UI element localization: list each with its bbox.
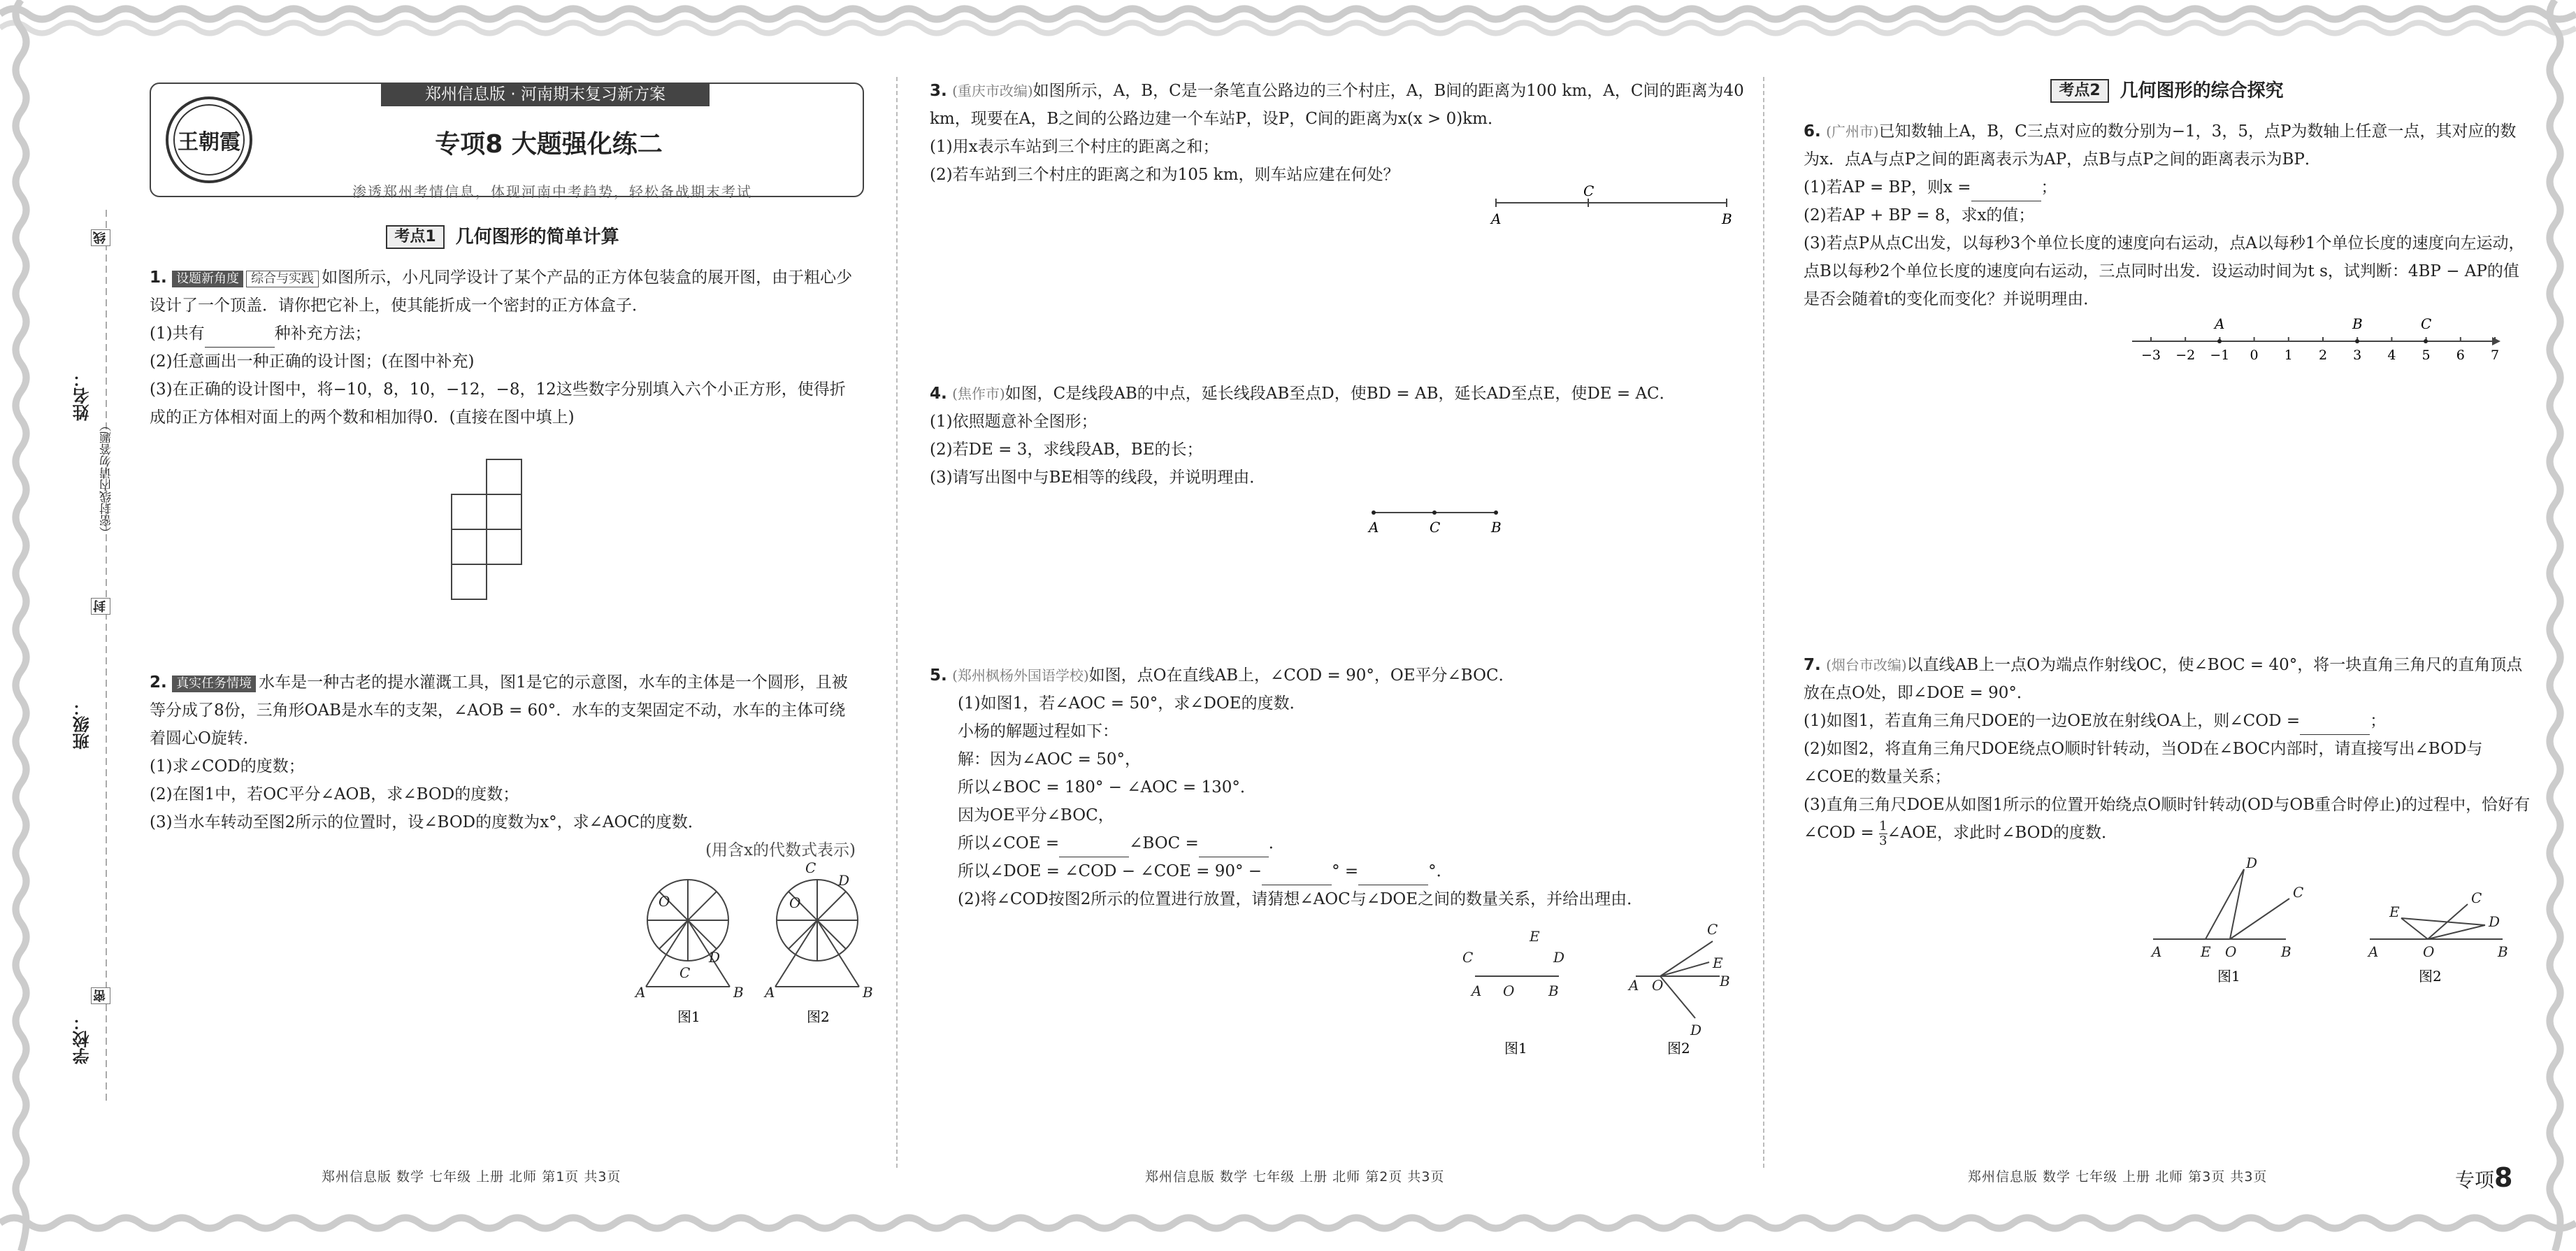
q6-part3: (3)若点P从点C出发，以每秒3个单位长度的速度向右运动，点A以每秒1个单位长度的速度向左运动，点B以每秒2个单位长度的速度向右运动，三点同时出发．设运动时间为t s，试判断：4BP − AP的值是否会随着t的变化而变化？并说明理由． (1804, 234, 2525, 308)
q7-part3-a: (3)直角三角尺DOE从如图1所示的位置开始绕点O顺时针转动(OD与OB重合时停止)的过程中，恰好有∠COD = (1804, 796, 2531, 842)
question-1 (150, 264, 856, 650)
svg-text:B: B (733, 984, 744, 1001)
svg-text:A: A (2152, 943, 2162, 960)
q1-part3: (3)在正确的设计图中，将−10，8，10，−12，−8，12这些数字分别填入六个小正方形，使得折成的正方体相对面上的两个数和相加得0．(直接在图中填上) (150, 380, 846, 427)
q4-number: 4. (930, 385, 947, 403)
marker-prefix: 专项 (2455, 1168, 2495, 1192)
q5-line3: 所以∠BOC = 180° − ∠AOC = 130°． (958, 778, 1256, 796)
svg-text:E: E (2389, 903, 2400, 920)
footer-page-2: 郑州信息版 数学 七年级 上册 北师 第2页 共3页 (1145, 1169, 1445, 1185)
q6-tick-label: 1 (2284, 348, 2293, 363)
q1-stem: 如图所示，小凡同学设计了某个产品的正方体包装盒的展开图，由于粗心少设计了一个顶盖．请你把它补上，使其能折成一个密封的正方体盒子． (150, 269, 853, 315)
q5-blank-4[interactable] (1358, 866, 1428, 885)
q6-tick-label: −2 (2175, 348, 2196, 363)
q7-source: (烟台市改编) (1826, 657, 1907, 673)
q7-stem: 以直线AB上一点O为端点作射线OC，使∠BOC = 40°，将一块直角三角尺的直角顶点放在点O处，即∠DOE = 90°． (1804, 656, 2523, 702)
svg-text:A: A (2368, 943, 2379, 960)
q5-fig1-caption: 图1 (1504, 1040, 1527, 1057)
q3-part2: (2)若车站到三个村庄的距离之和为105 km，则车站应建在何处？ (930, 166, 1399, 184)
svg-text:C: C (2471, 889, 2482, 906)
q2-part2: (2)在图1中，若OC平分∠AOB，求∠BOD的度数； (150, 785, 519, 803)
svg-text:O: O (1503, 982, 1515, 999)
question-6 (1804, 117, 2531, 378)
svg-text:D: D (1690, 1022, 1702, 1038)
q2-fig1-caption: 图1 (677, 1008, 700, 1025)
q5-line1: 小杨的解题过程如下： (958, 722, 1118, 741)
question-5 (930, 662, 1755, 1069)
svg-text:B: B (1722, 210, 1732, 227)
svg-text:A: A (765, 984, 775, 1001)
brand-logo (164, 94, 254, 185)
q3-number: 3. (930, 82, 947, 100)
wavy-border-right (2534, 0, 2576, 1251)
q5-line4: 因为OE平分∠BOC， (958, 806, 1114, 824)
section-2-heading (1804, 77, 2531, 105)
q5-source: (郑州枫杨外国语学校) (952, 667, 1089, 684)
q2-waterwheel-figures (150, 859, 873, 1039)
q6-tick-label: 4 (2387, 348, 2396, 363)
q1-answer-blank[interactable] (205, 329, 275, 348)
svg-text:O: O (2423, 943, 2435, 960)
q1-part2: (2)任意画出一种正确的设计图；(在图中补充) (150, 352, 475, 371)
svg-text:C: C (679, 964, 691, 981)
svg-text:D: D (2489, 913, 2501, 930)
q5-stem: 如图，点O在直线AB上，∠COD = 90°，OE平分∠BOC． (1088, 666, 1515, 685)
q6-part1-b: ； (2041, 178, 2057, 196)
q6-answer-blank[interactable] (1971, 183, 2041, 201)
section-2-title: 几何图形的综合探究 (2120, 80, 2284, 101)
svg-text:B: B (1548, 982, 1559, 999)
mark-seal: 封 (91, 598, 110, 615)
question-7 (1804, 651, 2531, 1011)
q7-part2: (2)如图2，将直角三角尺DOE绕点O顺时针转动，当OD在∠BOC内部时，请直接写出∠BOD与∠COE的数量关系； (1804, 740, 2483, 786)
q6-tick-label: −3 (2140, 348, 2161, 363)
binding-margin (63, 210, 119, 1105)
q6-tick-label: 7 (2490, 348, 2500, 363)
svg-text:B: B (863, 984, 873, 1001)
q5-number: 5. (930, 666, 947, 685)
q6-tick-label: 5 (2422, 348, 2431, 363)
q6-tick-label: 0 (2250, 348, 2259, 363)
binding-dashed-line (105, 210, 108, 1105)
q5-line6-b: ° = (1332, 862, 1359, 880)
q5-fig2-caption: 图2 (1667, 1040, 1690, 1057)
svg-text:B: B (2352, 315, 2363, 332)
q5-part2: (2)将∠COD按图2所示的位置进行放置，请猜想∠AOC与∠DOE之间的数量关系，并给出理由． (958, 890, 1643, 908)
svg-text:E: E (2201, 943, 2211, 960)
column-divider (896, 77, 898, 1168)
q7-number: 7. (1804, 656, 1821, 674)
q5-line6-c: °． (1428, 862, 1453, 880)
q7-fig2-caption: 图2 (2419, 967, 2442, 985)
q6-number-line (1804, 313, 2531, 369)
wavy-border-bottom (0, 1209, 2576, 1251)
q1-number: 1. (150, 269, 167, 287)
wavy-border-left (0, 0, 42, 1251)
section-1-title: 几何图形的简单计算 (455, 227, 619, 248)
q6-stem: 已知数轴上A，B，C三点对应的数分别为−1，3，5，点P为数轴上任意一点，其对应的数为x．点A与点P之间的距离表示为AP，点B与点P之间的距离表示为BP． (1804, 122, 2517, 169)
q3-source: (重庆市改编) (952, 83, 1033, 99)
section-2-badge: 考点2 (2050, 79, 2108, 103)
q7-fraction (1879, 820, 1887, 848)
q7-fraction-den: 3 (1879, 833, 1887, 848)
q1-cube-net-figure (150, 431, 856, 641)
svg-text:D: D (709, 949, 721, 966)
class-label: 班级： (73, 699, 92, 750)
q2-note: (用含x的代数式表示) (705, 841, 856, 859)
svg-text:B: B (1491, 519, 1502, 536)
special-topic-marker (2455, 1162, 2512, 1193)
svg-text:O: O (789, 894, 801, 911)
q7-part1-b: ； (2370, 712, 2387, 730)
name-label: 姓名： (73, 371, 92, 421)
footer-page-3: 郑州信息版 数学 七年级 上册 北师 第3页 共3页 (1968, 1169, 2268, 1185)
logo-text: 王朝霞 (178, 130, 240, 155)
q7-part1-a: (1)如图1，若直角三角尺DOE的一边OE放在射线OA上，则∠COD = (1804, 712, 2301, 730)
q5-line5-c: ． (1268, 834, 1285, 852)
q4-part2: (2)若DE = 3，求线段AB，BE的长； (930, 441, 1203, 459)
svg-text:C: C (1707, 921, 1718, 938)
q6-tick-label: −1 (2210, 348, 2230, 363)
svg-text:O: O (2225, 943, 2237, 960)
q5-blank-1[interactable] (1059, 838, 1129, 857)
q2-stem: 水车是一种古老的提水灌溉工具，图1是它的示意图，水车的主体是一个圆形，且被等分成了8份，三角形OAB是水车的支架，∠AOB = 60°．水车的支架固定不动，水车的主体可绕着圆心O旋转． (150, 673, 848, 748)
svg-text:D: D (838, 872, 850, 889)
q5-angle-figures (930, 913, 1755, 1060)
q5-line6-a: 所以∠DOE = ∠COD − ∠COE = 90° − (958, 862, 1262, 880)
svg-text:A: A (1629, 977, 1639, 994)
footer-page-1: 郑州信息版 数学 七年级 上册 北师 第1页 共3页 (322, 1169, 621, 1185)
q6-part2: (2)若AP + BP = 8，求x的值； (1804, 206, 2035, 224)
question-2 (150, 669, 873, 1048)
q7-answer-blank[interactable] (2300, 716, 2370, 735)
q5-part1: (1)如图1，若∠AOC = 50°，求∠DOE的度数． (958, 694, 1306, 713)
section-1-badge: 考点1 (386, 225, 444, 249)
page-subtitle: 渗透郑州考情信息，体现河南中考趋势，轻松备战期末考试 (352, 183, 752, 200)
q1-tag-practice: 综合与实践 (246, 271, 319, 287)
q7-angle-figures (1804, 848, 2531, 1002)
q5-blank-3[interactable] (1262, 866, 1332, 885)
q7-part3-b: ∠AOE，求此时∠BOD的度数． (1887, 824, 2117, 842)
q6-tick-label: 2 (2318, 348, 2328, 363)
mark-line: 线 (91, 229, 110, 246)
svg-text:C: C (1430, 519, 1441, 536)
svg-text:D: D (1553, 949, 1565, 966)
svg-text:C: C (2293, 883, 2304, 901)
svg-text:A: A (1369, 519, 1379, 536)
q4-part1: (1)依照题意补全图形； (930, 413, 1098, 431)
svg-text:B: B (1720, 973, 1730, 989)
wavy-border-top (0, 0, 2576, 42)
header-banner: 郑州信息版 · 河南期末复习新方案 (381, 83, 710, 106)
column-divider (1763, 77, 1764, 1168)
svg-text:E: E (1530, 928, 1540, 945)
mark-close: 密 (91, 987, 110, 1004)
q6-source: (广州市) (1826, 123, 1879, 140)
q1-part1-b: 种补充方法； (274, 324, 371, 343)
q7-fraction-num: 1 (1879, 818, 1887, 834)
svg-text:O: O (1652, 977, 1664, 994)
q3-stem: 如图所示，A，B，C是一条笔直公路边的三个村庄，A，B间的距离为100 km，A，C间的距离为40 km，现要在A，B之间的公路边建一个车站P，设P，C间的距离为x(x > 0)km． (930, 82, 1744, 128)
q3-road-figure (930, 183, 1755, 231)
q4-part3: (3)请写出图中与BE相等的线段，并说明理由． (930, 469, 1266, 487)
svg-text:A: A (635, 984, 646, 1001)
q4-stem: 如图，C是线段AB的中点，延长线段AB至点D，使BD = AB，延长AD至点E，使DE = AC． (1005, 385, 1676, 403)
q6-part1-a: (1)若AP = BP，则x = (1804, 178, 1971, 196)
q5-line5-a: 所以∠COE = (958, 834, 1060, 852)
q4-segment-figure (930, 492, 1755, 541)
q1-part1-a: (1)共有 (150, 324, 205, 343)
svg-text:C: C (1462, 949, 1474, 966)
q2-part1: (1)求∠COD的度数； (150, 757, 305, 775)
seal-warning: （密封线内请勿答题） (100, 420, 114, 538)
svg-text:C: C (2421, 315, 2432, 332)
school-label: 学校： (73, 1014, 92, 1064)
q4-source: (焦作市) (952, 385, 1005, 402)
svg-text:E: E (1713, 955, 1723, 971)
q2-tag-real-task: 真实任务情境 (172, 675, 256, 692)
svg-text:B: B (2498, 943, 2508, 960)
q1-tag-new-angle: 设题新角度 (172, 271, 243, 287)
svg-text:C: C (1583, 183, 1595, 199)
q7-fig1-caption: 图1 (2217, 967, 2240, 985)
q6-tick-label: 6 (2456, 348, 2465, 363)
question-4 (930, 380, 1755, 550)
column-3 (1804, 77, 2531, 1011)
svg-text:D: D (2246, 854, 2258, 871)
q5-line5-b: ∠BOC = (1129, 834, 1199, 852)
q5-line2: 解：因为∠AOC = 50°， (958, 750, 1141, 769)
question-3 (930, 77, 1755, 240)
section-1-heading (150, 223, 856, 251)
svg-text:B: B (2281, 943, 2291, 960)
marker-number: 8 (2494, 1162, 2513, 1193)
svg-text:A: A (1472, 982, 1482, 999)
svg-text:A: A (1491, 210, 1502, 227)
q2-part3: (3)当水车转动至图2所示的位置时，设∠BOD的度数为x°，求∠AOC的度数． (150, 813, 704, 831)
svg-text:C: C (805, 859, 816, 876)
q5-blank-2[interactable] (1199, 838, 1269, 857)
q6-number: 6. (1804, 122, 1821, 141)
column-2 (930, 77, 1755, 1069)
svg-text:A: A (2215, 315, 2225, 332)
page-title: 专项8 大题强化练二 (435, 130, 663, 159)
q6-tick-label: 3 (2353, 348, 2362, 363)
column-1 (150, 213, 873, 1048)
q2-fig2-caption: 图2 (807, 1008, 830, 1025)
svg-text:O: O (659, 893, 670, 910)
q2-number: 2. (150, 673, 167, 692)
q3-part1: (1)用x表示车站到三个村庄的距离之和； (930, 138, 1219, 156)
